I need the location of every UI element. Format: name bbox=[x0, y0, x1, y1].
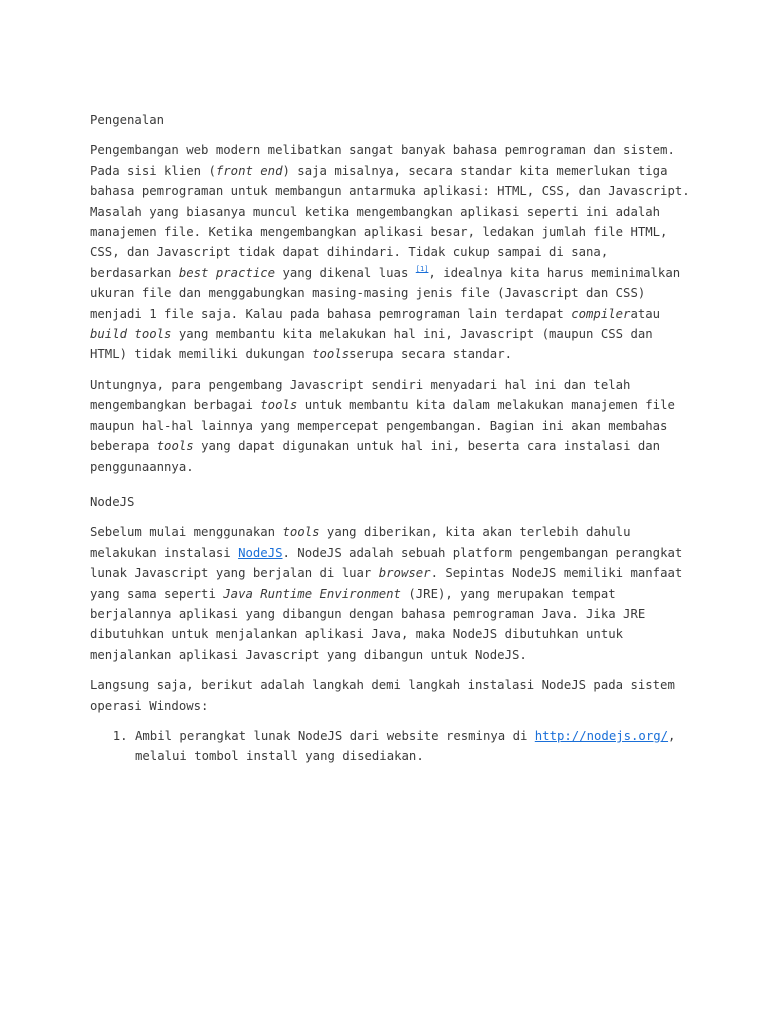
italic-term: build tools bbox=[90, 327, 172, 342]
italic-term: compiler bbox=[571, 306, 631, 321]
nodejs-link[interactable]: NodeJS bbox=[238, 545, 283, 560]
text-run: yang dikenal luas bbox=[275, 265, 416, 280]
italic-term: front end bbox=[215, 163, 283, 178]
text-run: Pengembangan web modern melibatkan sangat banyak bahasa pemrograman dan sistem. Pada sisi klien ( bbox=[90, 143, 675, 178]
italic-term: tools bbox=[312, 347, 350, 362]
italic-term: best practice bbox=[178, 265, 276, 280]
text-run: . Sepintas NodeJS memiliki manfaat yang sama seperti bbox=[90, 566, 683, 601]
paragraph-nodejs-2: Langsung saja, berikut adalah langkah demi langkah instalasi NodeJS pada sistem operasi Windows: bbox=[90, 678, 675, 713]
text-run: . NodeJS adalah sebuah platform pengembangan perangkat lunak Javascript yang berjalan di luar bbox=[90, 545, 683, 581]
nodejs-website-link[interactable]: http://nodejs.org/ bbox=[534, 728, 669, 743]
text-run: yang diberikan, kita akan terlebih dahulu melakukan instalasi bbox=[90, 525, 631, 560]
paragraph-pengenalan-2 bbox=[90, 375, 690, 477]
italic-term: tools bbox=[260, 398, 298, 413]
text-run: (JRE), yang merupakan tempat berjalannya aplikasi yang dibangun dengan bahasa pemrograman Java. Jika JRE dibutuhkan untuk menjalankan aplikasi Java, maka NodeJS dibutuhkan untuk menjalankan aplikasi Javascript yang dibangun untuk NodeJS. bbox=[90, 586, 646, 662]
paragraph-nodejs-1 bbox=[90, 522, 690, 665]
text-run: Ambil perangkat lunak NodeJS dari website resminya di bbox=[135, 728, 535, 743]
text-run: atau bbox=[630, 306, 661, 321]
text-run: Sebelum mulai menggunakan bbox=[90, 525, 283, 540]
document-page bbox=[90, 110, 690, 767]
text-run: yang membantu kita melakukan hal ini, Javascript (maupun CSS dan HTML) tidak memiliki dukungan bbox=[90, 327, 653, 362]
footnote-ref[interactable] bbox=[416, 265, 429, 273]
text-run: , idealnya kita harus meminimalkan ukuran file dan menggabungkan masing-masing jenis file (Javascript dan CSS) menjadi 1 file saja. Kalau pada bahasa pemrograman lain terdapat bbox=[90, 265, 681, 321]
footnote-link[interactable]: [1] bbox=[415, 264, 429, 273]
italic-term: browser bbox=[378, 566, 431, 581]
italic-term: Java Runtime Environment bbox=[223, 586, 401, 601]
paragraph-pengenalan-1 bbox=[90, 140, 690, 364]
section-heading-nodejs: NodeJS bbox=[90, 494, 135, 509]
text-run: yang dapat digunakan untuk hal ini, beserta cara instalasi dan penggunaannya. bbox=[90, 439, 661, 474]
text-run: , melalui tombol install yang disediakan. bbox=[135, 728, 676, 764]
text-run: ) saja misalnya, secara standar kita memerlukan tiga bahasa pemrograman untuk membangun antarmuka aplikasi: HTML, CSS, dan Javascript. Masalah yang biasanya muncul ketika mengembangkan aplikasi seperti ini adalah manajemen file. Ketika mengembangkan aplikasi besar, ledakan jumlah file HTML, CSS, dan Javascript tidak dapat dihindari. Tidak cukup sampai di sana, berdasarkan bbox=[90, 163, 690, 280]
italic-term: tools bbox=[156, 439, 194, 454]
list-item bbox=[135, 726, 690, 767]
install-steps-list bbox=[90, 726, 690, 767]
text-run: untuk membantu kita dalam melakukan manajemen file maupun hal-hal lainnya yang mempercepat pengembangan. Bagian ini akan membahas beberapa bbox=[90, 398, 675, 454]
text-run: serupa secara standar. bbox=[349, 347, 513, 362]
text-run: Untungnya, para pengembang Javascript sendiri menyadari hal ini dan telah mengembangkan berbagai bbox=[90, 377, 631, 413]
italic-term: tools bbox=[282, 525, 320, 540]
section-heading-pengenalan: Pengenalan bbox=[90, 113, 165, 127]
